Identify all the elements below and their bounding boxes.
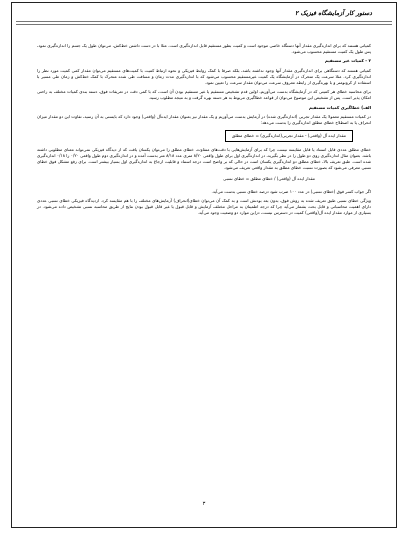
formula-absolute-error bbox=[37, 130, 371, 142]
document-page bbox=[11, 2, 397, 528]
heading-indirect-quantities: ۲ - کمیات غیر مستقیم bbox=[324, 58, 371, 64]
paragraph-error-calculation: برای محاسبه خطای هر کمیتی که در آزمایشگاه بدست می‌آوریم، اولین قدم تشخیص مستقیم یا غیر مستقیم بودن آن است، که با کمی دقت در تعریفات فوق، دسته بندی کمیات مختلف به راحتی امکان پذیر است. پس از تشخیص این موضوع می‌توان از قواعد خطاگیری مربوط به هر دسته بهره گرفت و به نتیجه مطلوب رسید. bbox=[37, 89, 371, 101]
header-rule-top bbox=[16, 21, 392, 22]
paragraph-direct-quantities: کمیاتی هستند که برای اندازه‌گیری مقدار آنها دستگاه خاصی موجود است و کمیت بطور مستقیم قابل اندازه‌گیری است. مثلا با در دست داشتن خط‌کش، می‌توان طول یک جسم را اندازه‌گیری نمود، پس طول یک کمیت مستقیم محسوب می‌شود. bbox=[37, 43, 371, 55]
paragraph-indirect-quantities: کمیاتی هستند که دستگاهی برای اندازه‌گیری مقدار آنها وجود نداشته باشد، بلکه صرفا با کمک روابط فیزیکی و نحوه ارتباط کمیت با کمیت‌های مستقیم می‌توان مقدار کمی کمیت مورد نظر را اندازه‌گیری کرد. مثلا سرعت یک متحرک در آزمایشگاه یک کمیت غیرمستقیم محسوب می‌شود که با اندازه‌گیری مدت زمان و مسافت طی شده متحرک با کمک خط‌کش و زمان طی مسیر با استفاده از کرونومتر و با بهره‌گیری از رابطه معروف سرعت می‌توان مقدار سرعت را تعیین نمود. bbox=[37, 67, 371, 85]
page-number: ۳ bbox=[202, 501, 206, 507]
formula-relative-error-text: مقدار ایده آل (واقعی) / خطای مطلق = خطای نسبی bbox=[223, 176, 315, 182]
paragraph-relative-error: خطای مطلق عددی قابل استناد یا قابل مقایسه نیست چرا که برای آزمایش‌هایی با دقت‌های متفاوت، خطای مطلق را می‌توان یکسان یافت که از دیدگاه فیزیکی نمی‌تواند معنای مطلوبی داشته باشد. بعنوان مثال اندازه‌گیری روی دو طول را در نظر بگیرید، در اندازه‌گیری اول برای طول واقعی ۸/۲۰ متری عدد ۸/۱۸ متر بدست آمده و در اندازه‌گیری دوم طول واقعی ۰/۲۰ را ۰/۱۸ اندازه‌گیری شده است. طبق تعریف بالا، خطای مطلق دو اندازه‌گیری یکسان است در حالی که بر واضح است درجه استناد و قابلیت ارجاع به اندازه‌گیری اول بسیار بیشتر است. برای رفع مشکل فوق خطای نسبی معرفی می‌شود که بصورت نسبت خطای مطلق به مقدار واقعی تعریف می‌شود. bbox=[37, 147, 371, 171]
header-rule-bottom bbox=[16, 24, 392, 25]
heading-direct-error: الف) خطاگیری کمیات مستقیم bbox=[308, 104, 371, 110]
header-title: دستور کار آزمایشگاه فیزیک ۲ bbox=[295, 10, 372, 17]
paragraph-percent-error: اگر جواب کسر فوق (خطای نسبی) در عدد ۱۰۰ ضرب شود درصد خطای نسبی بدست می‌آید. bbox=[211, 188, 371, 194]
paragraph-absolute-error: در کمیات مستقیم معمولا یک مقدار تجربی (اندازه‌گیری شده) در آزمایش بدست می‌آوریم و یک مقدار نیز بعنوان مقدار ایده‌آل (واقعی) وجود دارد که بایستی به آن رسید، تفاوت این دو مقدار میزان انحراف یا به اصطلاح خطای مطلق اندازه‌گیری را بدست می‌دهد: bbox=[37, 113, 371, 125]
paragraph-relative-error-properties: ویژگی خطای نسبی طبق تعریف شده به روش فوق، بدون بعد بودنش است و به کمک آن می‌توان خطای(انحراف) آزمایش‌های مختلف را با هم مقایسه کرد. ازدیدگاه فیزیکی خطای نسبی عددی دارای اهمیت محاسباتی و قابل بحث بشمار می‌آید چرا که درجه اطمینان به مراحل مختلف آزمایش و قابل قبول یا غیر قابل قبول بودن نتایج از طریق محاسبه نسبی تشخیص داده می‌شود. در بسیاری از موارد مقدار ایده آل(واقعی) کمیت در دسترس نیست، دراین موارد دو وضعیت وجود می‌آید. bbox=[37, 197, 371, 215]
formula-absolute-error-box: مقدار ایده آل (واقعی) - مقدار تجربی(اندازه‌گیری) = خطای مطلق bbox=[225, 130, 353, 142]
formula-relative-error bbox=[37, 175, 371, 183]
document-body bbox=[37, 43, 371, 219]
